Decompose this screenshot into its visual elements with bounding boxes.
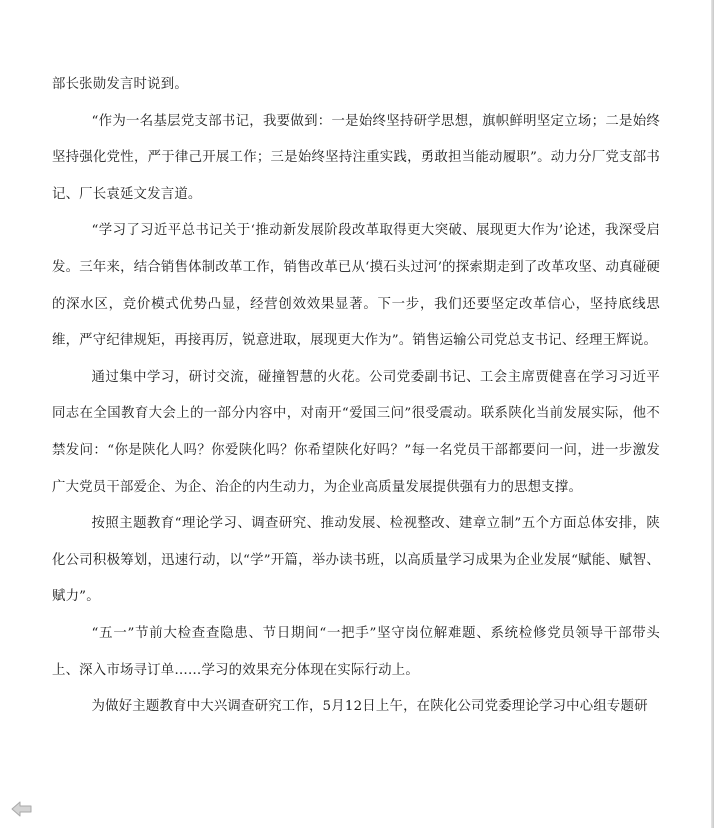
document-body: [52, 67, 660, 726]
paragraph-7: 为做好主题教育中大兴调查研究工作，5月12日上午，在陕化公司党委理论学习中心组专题研: [91, 699, 648, 715]
paragraph-6: “五一”节前大检查查隐患、节日期间“一把手”坚守岗位解难题、系统检修党员领导干部带头上、深入市场寻订单……学习的效果充分体现在实际行动上。: [52, 625, 660, 678]
paragraph-3: “学习了习近平总书记关于‘推动新发展阶段改革取得更大突破、展现更大作为’论述，我深受启发。三年来，结合销售体制改革工作，销售改革已从‘摸石头过河’的探索期走到了改革攻坚、动真碰硬的深水区，竞价模式优势凸显，经营创效效果显著。下一步，我们还要坚定改革信心，坚持底线思维，严守纪律规矩，再接再厉，锐意进取，展现更大作为”。销售运输公司党总支书记、经理王辉说。: [52, 223, 660, 349]
paragraph-2: “作为一名基层党支部书记，我要做到：一是始终坚持研学思想，旗帜鲜明坚定立场；二是始终坚持强化党性，严于律己开展工作；三是始终坚持注重实践，勇敢担当能动履职”。动力分厂党支部书记、厂长袁延文发言道。: [52, 113, 660, 202]
paragraph-5: 按照主题教育“理论学习、调查研究、推动发展、检视整改、建章立制”五个方面总体安排，陕化公司积极筹划，迅速行动，以“学”开篇，举办读书班，以高质量学习成果为企业发展“赋能、赋智、赋力”。: [52, 516, 660, 605]
paragraph-4: 通过集中学习，研讨交流，碰撞智慧的火花。公司党委副书记、工会主席贾健喜在学习习近平同志在全国教育大会上的一部分内容中，对南开“爱国三问”很受震动。联系陕化当前发展实际，他不禁发问：“你是陕化人吗？你爱陕化吗？你希望陕化好吗？”每一名党员干部都要问一问，进一步激发广大党员干部爱企、为企、治企的内生动力，为企业高质量发展提供强有力的思想支撑。: [52, 369, 660, 495]
back-arrow-icon[interactable]: [11, 800, 33, 818]
paragraph-1: 部长张勋发言时说到。: [52, 77, 188, 92]
